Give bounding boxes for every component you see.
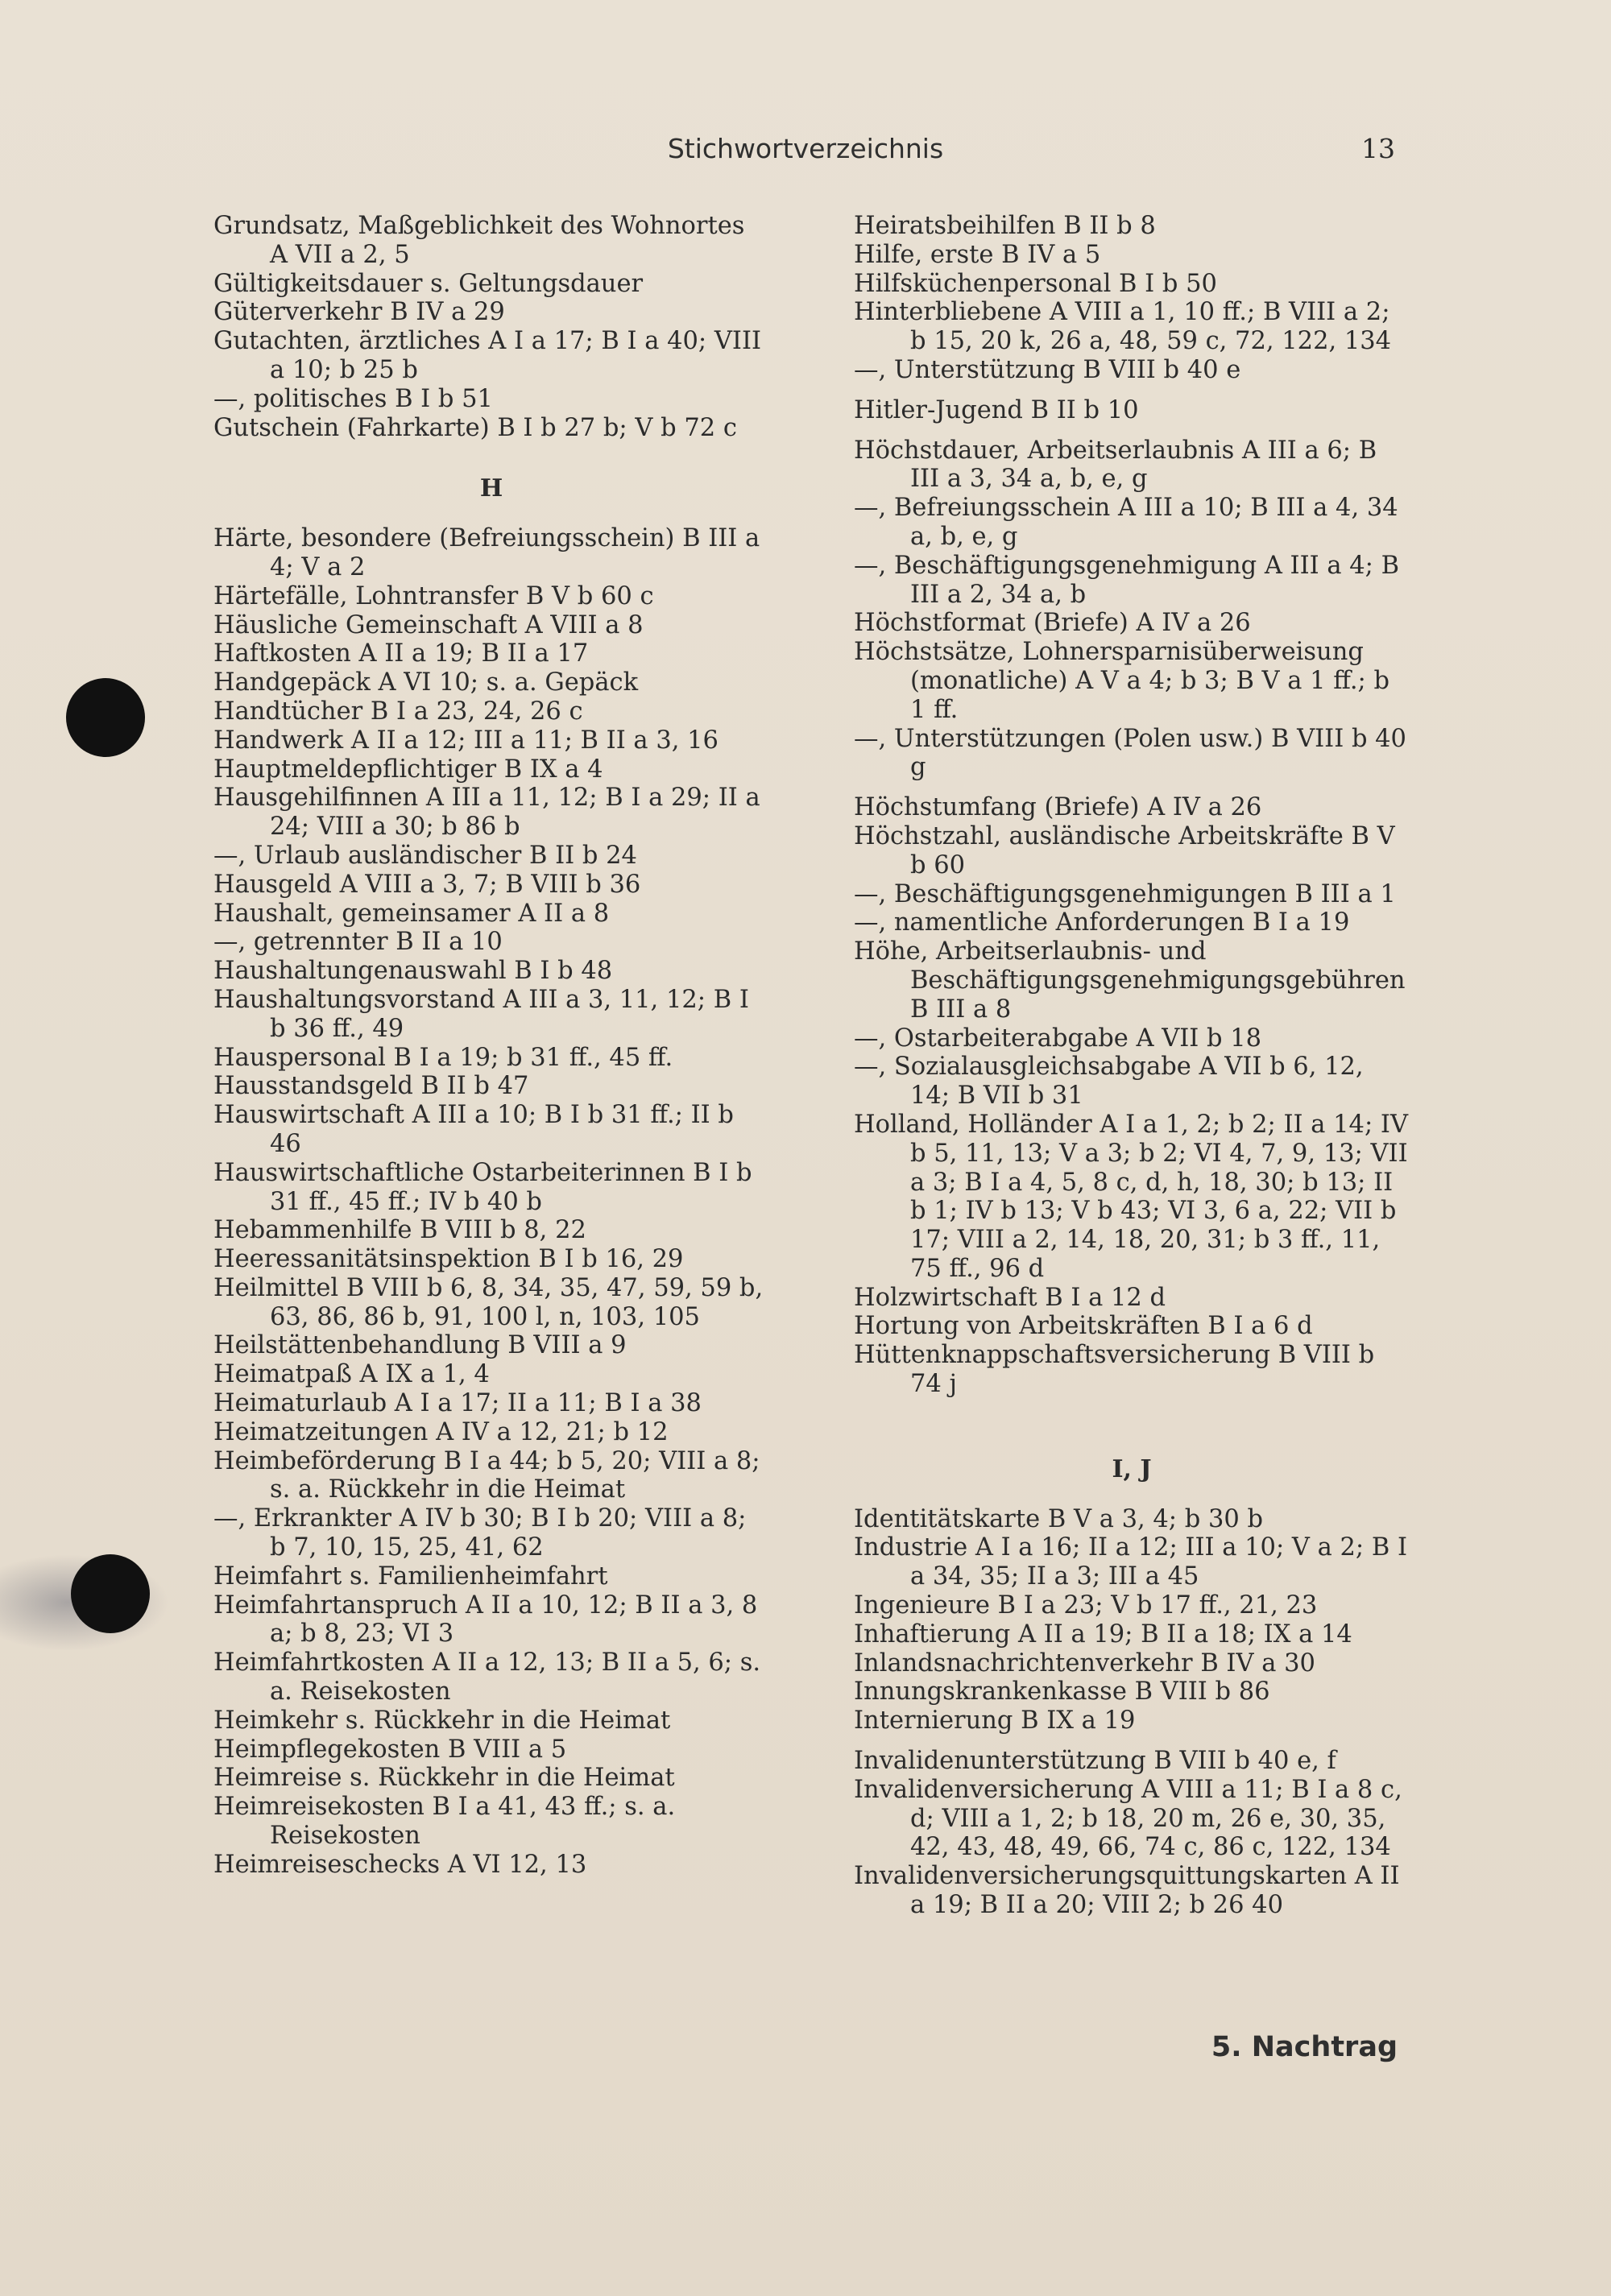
index-entry: Heilmittel B VIII b 6, 8, 34, 35, 47, 59, 59 b, 63, 86, 86 b, 91, 100 l, n, 103, 105: [213, 1273, 764, 1331]
index-entry: Hausgehilfinnen A III a 11, 12; B I a 29; II a 24; VIII a 30; b 86 b: [213, 784, 760, 842]
index-entry: Härtefälle, Lohntransfer B V b 60 c: [213, 581, 654, 610]
left-column: [213, 212, 769, 1880]
index-entry: Härte, besondere (Befreiungsschein) B III a 4; V a 2: [213, 524, 760, 581]
index-entry: —, Befreiungsschein A III a 10; B III a 4, 34 a, b, e, g: [854, 494, 1398, 551]
index-entry: Heimbeförderung B I a 44; b 5, 20; VIII a 8; s. a. Rückkehr in die Heimat: [213, 1446, 760, 1504]
index-entry: Handtücher B I a 23, 24, 26 c: [213, 697, 583, 726]
punch-hole-lower: [71, 1554, 150, 1633]
index-entry: Holland, Holländer A I a 1, 2; b 2; II a 14; IV b 5, 11, 13; V a 3; b 2; VI 4, 7, 9, 13; VII a 3; B I a 4, 5, 8 c, d, h, 18, 30; b 13; II b 1; IV b 13; V b 43; VI 3, 6 a, 22; VII b 17; VIII a 2, 14, 18, 20, 31; b 3 ff., 11, 75 ff., 96 d: [854, 1110, 1408, 1283]
index-entry: —, Sozialausgleichsabgabe A VII b 6, 12, 14; B VII b 31: [854, 1053, 1364, 1111]
index-entry: —, politisches B I b 51: [213, 384, 493, 413]
index-entry: Häusliche Gemeinschaft A VIII a 8: [213, 610, 644, 639]
index-entry: Höchstumfang (Briefe) A IV a 26: [854, 793, 1262, 822]
index-group-g: [213, 212, 769, 442]
index-entry: —, Ostarbeiterabgabe A VII b 18: [854, 1024, 1262, 1053]
index-entry: —, Unterstützungen (Polen usw.) B VIII b 40 g: [854, 724, 1406, 782]
index-entry: Industrie A I a 16; II a 12; III a 10; V a 2; B I a 34, 35; II a 3; III a 45: [854, 1533, 1408, 1591]
index-entry: Höchstformat (Briefe) A IV a 26: [854, 609, 1251, 638]
index-entry: Haushaltungenauswahl B I b 48: [213, 957, 613, 986]
index-entry: Ingenieure B I a 23; V b 17 ff., 21, 23: [854, 1591, 1318, 1620]
punch-hole-upper: [66, 678, 145, 757]
index-entry: Heimreiseschecks A VI 12, 13: [213, 1850, 587, 1879]
index-entry: Holzwirtschaft B I a 12 d: [854, 1283, 1166, 1312]
index-entry: Heimfahrtanspruch A II a 10, 12; B II a 3, 8 a; b 8, 23; VI 3: [213, 1591, 758, 1649]
index-entry: Güterverkehr B IV a 29: [213, 298, 505, 327]
index-entry: Heilstättenbehandlung B VIII a 9: [213, 1331, 627, 1360]
index-entry: Innungskrankenkasse B VIII b 86: [854, 1678, 1270, 1706]
index-entry: Gutschein (Fahrkarte) B I b 27 b; V b 72 c: [213, 413, 737, 442]
index-entry: Heiratsbeihilfen B II b 8: [854, 212, 1156, 240]
index-entry: Haushaltungsvorstand A III a 3, 11, 12; B I b 36 ff., 49: [213, 985, 749, 1043]
index-entry: Heimatpaß A IX a 1, 4: [213, 1360, 490, 1389]
page-number: 13: [1361, 133, 1395, 164]
index-entry: Grundsatz, Maßgeblichkeit des Wohnortes A VII a 2, 5: [213, 212, 745, 269]
index-entry: Hauspersonal B I a 19; b 31 ff., 45 ff.: [213, 1043, 673, 1072]
index-entry: Hortung von Arbeitskräften B I a 6 d: [854, 1312, 1313, 1341]
index-entry: Hausstandsgeld B II b 47: [213, 1072, 529, 1101]
index-entry: Heimreise s. Rückkehr in die Heimat: [213, 1764, 675, 1793]
index-entry: Inhaftierung A II a 19; B II a 18; IX a 14: [854, 1620, 1352, 1649]
index-group-h-left: [213, 524, 769, 1879]
index-entry: Internierung B IX a 19: [854, 1706, 1136, 1735]
index-entry: Hauswirtschaftliche Ostarbeiterinnen B I b 31 ff., 45 ff.; IV b 40 b: [213, 1158, 752, 1216]
index-entry: Hilfe, erste B IV a 5: [854, 240, 1101, 269]
index-group-h-right: [854, 212, 1410, 1399]
index-entry: Invalidenversicherungsquittungskarten A II a 19; B II a 20; VIII 2; b 26 40: [854, 1862, 1400, 1920]
index-entry: Inlandsnachrichtenverkehr B IV a 30: [854, 1649, 1315, 1678]
index-entry: Invalidenunterstützung B VIII b 40 e, f: [854, 1747, 1336, 1776]
index-group-ij: [854, 1505, 1410, 1920]
index-entry: Handgepäck A VI 10; s. a. Gepäck: [213, 668, 639, 697]
index-entry: Heimreisekosten B I a 41, 43 ff.; s. a. Reisekosten: [213, 1793, 676, 1851]
index-entry: —, Beschäftigungsgenehmigungen B III a 1: [854, 879, 1396, 908]
index-entry: Hauptmeldepflichtiger B IX a 4: [213, 755, 603, 784]
section-heading-h: H: [479, 474, 503, 503]
footer-supplement-label: 5. Nachtrag: [1211, 2031, 1398, 2063]
index-entry: —, namentliche Anforderungen B I a 19: [854, 908, 1350, 937]
index-entry: Höchstdauer, Arbeitserlaubnis A III a 6; B III a 3, 34 a, b, e, g: [854, 436, 1377, 494]
index-entry: Heimfahrt s. Familienheimfahrt: [213, 1562, 608, 1591]
index-entry: Hausgeld A VIII a 3, 7; B VIII b 36: [213, 870, 641, 899]
index-entry: Hinterbliebene A VIII a 1, 10 ff.; B VIII a 2; b 15, 20 k, 26 a, 48, 59 c, 72, 122, 134: [854, 298, 1392, 356]
index-entry: Hilfsküchenpersonal B I b 50: [854, 269, 1217, 298]
index-entry: Gültigkeitsdauer s. Geltungsdauer: [213, 269, 644, 298]
index-entry: —, Erkrankter A IV b 30; B I b 20; VIII a 8; b 7, 10, 15, 25, 41, 62: [213, 1504, 747, 1562]
index-entry: Heeressanitätsinspektion B I b 16, 29: [213, 1245, 684, 1274]
index-entry: Heimaturlaub A I a 17; II a 11; B I a 38: [213, 1389, 702, 1418]
section-heading-ij: I, J: [1112, 1454, 1152, 1483]
index-entry: —, getrennter B II a 10: [213, 928, 503, 957]
index-entry: Hitler-Jugend B II b 10: [854, 395, 1139, 424]
index-entry: Identitätskarte B V a 3, 4; b 30 b: [854, 1504, 1264, 1533]
index-entry: Heimfahrtkosten A II a 12, 13; B II a 5, 6; s. a. Reisekosten: [213, 1649, 761, 1706]
index-entry: Höchstzahl, ausländische Arbeitskräfte B V b 60: [854, 821, 1395, 879]
index-entry: Gutachten, ärztliches A I a 17; B I a 40; VIII a 10; b 25 b: [213, 327, 762, 384]
index-entry: Hebammenhilfe B VIII b 8, 22: [213, 1216, 586, 1245]
index-entry: Heimatzeitungen A IV a 12, 21; b 12: [213, 1417, 669, 1446]
index-entry: Höchstsätze, Lohnersparnisüberweisung (monatliche) A V a 4; b 3; B V a 1 ff.; b 1 ff.: [854, 638, 1390, 724]
index-entry: Invalidenversicherung A VIII a 11; B I a 8 c, d; VIII a 1, 2; b 18, 20 m, 26 e, 30, 35, 42, 43, 48, 49, 66, 74 c, 86 c, 122, 134: [854, 1775, 1402, 1862]
index-entry: Haushalt, gemeinsamer A II a 8: [213, 899, 610, 928]
index-entry: —, Unterstützung B VIII b 40 e: [854, 355, 1241, 384]
index-entry: Höhe, Arbeitserlaubnis- und Beschäftigungsgenehmigungsgebühren B III a 8: [854, 937, 1406, 1024]
index-entry: —, Urlaub ausländischer B II b 24: [213, 841, 637, 870]
index-entry: Handwerk A II a 12; III a 11; B II a 3, 16: [213, 726, 719, 755]
index-entry: Heimkehr s. Rückkehr in die Heimat: [213, 1706, 671, 1735]
page-header-title: Stichwortverzeichnis: [667, 133, 944, 164]
index-entry: —, Beschäftigungsgenehmigung A III a 4; B III a 2, 34 a, b: [854, 551, 1400, 609]
index-entry: Heimpflegekosten B VIII a 5: [213, 1735, 567, 1764]
index-entry: Hauswirtschaft A III a 10; B I b 31 ff.; II b 46: [213, 1101, 734, 1158]
right-column: [854, 212, 1410, 1920]
index-entry: Hüttenknappschaftsversicherung B VIII b 74 j: [854, 1341, 1375, 1399]
index-entry: Haftkosten A II a 19; B II a 17: [213, 639, 589, 668]
